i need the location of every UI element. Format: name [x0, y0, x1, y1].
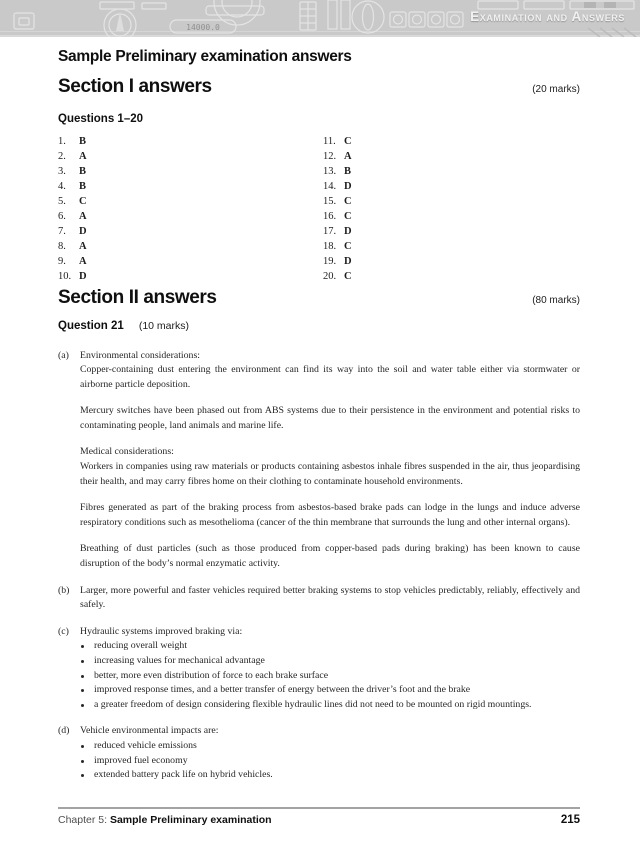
answer-number: 16.	[323, 211, 337, 222]
section1-heading: Section I answers	[58, 76, 212, 97]
header-band	[0, 0, 640, 37]
paragraph: Larger, more powerful and faster vehicles required better braking systems to stop vehicles predictably, reliably, effectively and safely.	[80, 584, 580, 611]
answer-letter: C	[344, 196, 352, 207]
paragraph: Mercury switches have been phased out from ABS systems due to their persistence in the environment and potential risks to contaminating people, land animals and marine life.	[80, 405, 580, 431]
answer-letter: B	[79, 166, 87, 177]
answer-letter: C	[79, 196, 87, 207]
footer-divider	[58, 807, 580, 809]
footer-chapter-title: Sample Preliminary examination	[109, 814, 272, 826]
part-a-body	[80, 349, 580, 572]
answer-row	[323, 239, 580, 254]
paragraph: Workers in companies using raw materials or products containing asbestos inhale fibres suspended in the air, thus jeopardising their health, and may carry fibres home on their clothing to contaminate household environments.	[80, 461, 580, 487]
bullet-text: better, more even distribution of force to each brake surface	[94, 669, 329, 681]
paragraph-line: Medical considerations:	[80, 446, 174, 458]
paragraph-block	[80, 404, 580, 433]
answers-column-1	[58, 134, 323, 284]
part-b-label: (b)	[58, 584, 70, 596]
answer-number: 11.	[323, 136, 336, 147]
bullet-icon	[80, 698, 94, 713]
part-d	[58, 724, 580, 782]
bullet-icon	[80, 669, 94, 684]
part-a-label: (a)	[58, 349, 69, 361]
answer-number: 3.	[58, 166, 66, 177]
answer-letter: C	[344, 136, 352, 147]
paragraph-block	[80, 349, 580, 393]
answer-number: 9.	[58, 256, 66, 267]
answer-row	[58, 239, 323, 254]
altimeter-reading: 14000.0	[186, 23, 220, 32]
bullet-text: a greater freedom of design considering flexible hydraulic lines did not need to be mounted on rigid mountings.	[94, 698, 532, 710]
answer-row	[323, 224, 580, 239]
bullet-text: improved fuel economy	[94, 754, 188, 766]
bullet-item	[80, 639, 580, 654]
paragraph-line: Vehicle environmental impacts are:	[80, 725, 219, 737]
bullet-icon	[80, 754, 94, 769]
answers-column-2	[323, 134, 580, 284]
answer-letter: A	[344, 151, 352, 162]
part-c-label: (c)	[58, 625, 69, 637]
part-d-label: (d)	[58, 725, 70, 737]
bullet-item	[80, 683, 580, 698]
answer-letter: A	[79, 241, 87, 252]
answer-letter: D	[344, 226, 352, 237]
answer-number: 10.	[58, 271, 72, 282]
bullet-icon	[80, 639, 94, 654]
answer-row	[58, 194, 323, 209]
answer-letter: D	[344, 256, 352, 267]
answer-number: 18.	[323, 241, 337, 252]
answer-row	[323, 194, 580, 209]
answer-row	[323, 254, 580, 269]
answer-letter: B	[344, 166, 352, 177]
bullet-item	[80, 698, 580, 713]
answer-number: 5.	[58, 196, 66, 207]
paragraph-line: Environmental considerations:	[80, 349, 200, 361]
part-c	[58, 625, 580, 713]
answer-letter: A	[79, 256, 87, 267]
answer-letter: D	[79, 271, 87, 282]
page-title: Sample Preliminary examination answers	[58, 48, 352, 65]
answer-number: 8.	[58, 241, 66, 252]
answer-row	[323, 134, 580, 149]
paragraph: Copper-containing dust entering the environment can find its way into the soil and water table either via stormwater or airborne particle deposition.	[80, 364, 580, 390]
answer-letter: A	[79, 151, 87, 162]
page-content	[58, 37, 580, 783]
section2-heading: Section II answers	[58, 287, 217, 308]
question21-label: Question 21	[58, 320, 124, 332]
answer-letter: C	[344, 271, 352, 282]
answer-row	[323, 164, 580, 179]
section2-heading-row	[58, 285, 580, 310]
paragraph-block	[80, 445, 580, 489]
bullet-icon	[80, 768, 94, 783]
answer-number: 17.	[323, 226, 337, 237]
bullet-text: extended battery pack life on hybrid vehicles.	[94, 769, 273, 781]
answer-number: 20.	[323, 271, 337, 282]
footer-chapter	[58, 814, 272, 826]
answer-letter: B	[79, 181, 87, 192]
answer-number: 4.	[58, 181, 66, 192]
answer-letter: C	[344, 211, 352, 222]
questions-range-heading: Questions 1–20	[58, 113, 144, 125]
footer-page-number: 215	[560, 814, 580, 826]
answer-row	[323, 149, 580, 164]
paragraph-block	[80, 542, 580, 571]
answer-row	[58, 179, 323, 194]
bullet-list	[80, 739, 580, 783]
bullet-icon	[80, 683, 94, 698]
part-d-body	[80, 724, 580, 782]
running-head: Examination and Answers	[470, 9, 625, 24]
answer-row	[58, 224, 323, 239]
answer-letter: D	[344, 181, 352, 192]
answers-list	[58, 134, 580, 284]
bullet-item	[80, 669, 580, 684]
bullet-text: increasing values for mechanical advantage	[94, 655, 265, 666]
paragraph-block	[80, 501, 580, 530]
answer-row	[323, 269, 580, 284]
answer-row	[58, 134, 323, 149]
answer-number: 13.	[323, 166, 337, 177]
bullet-text: reduced vehicle emissions	[94, 739, 197, 751]
bullet-item	[80, 768, 580, 783]
answer-number: 19.	[323, 256, 337, 267]
answer-row	[58, 149, 323, 164]
bullet-text: improved response times, and a better transfer of energy between the driver’s foot and the brake	[94, 684, 471, 696]
answer-number: 1.	[58, 136, 66, 147]
answer-number: 2.	[58, 151, 66, 162]
part-c-body	[80, 625, 580, 713]
answer-row	[58, 269, 323, 284]
paragraph: Fibres generated as part of the braking process from asbestos-based brake pads can lodge in the lungs and induce adverse respiratory conditions such as mesothelioma (cancer of the thin membrane that surrounds the lung and other internal organs).	[80, 502, 580, 528]
bullet-item	[80, 754, 580, 769]
answer-row	[58, 209, 323, 224]
answer-letter: B	[79, 136, 87, 147]
answer-row	[58, 254, 323, 269]
answer-number: 12.	[323, 151, 337, 162]
footer-chapter-prefix: Chapter 5:	[58, 814, 108, 826]
part-b	[58, 584, 580, 613]
question21-heading-row	[58, 319, 580, 335]
bullet-list	[80, 639, 580, 712]
answer-letter: C	[344, 241, 352, 252]
answer-row	[323, 179, 580, 194]
answer-row	[58, 164, 323, 179]
bullet-item	[80, 654, 580, 669]
answer-number: 15.	[323, 196, 337, 207]
answer-letter: D	[79, 226, 87, 237]
section2-marks: (80 marks)	[532, 295, 580, 306]
answer-row	[323, 209, 580, 224]
paragraph: Breathing of dust particles (such as those produced from copper-based pads during braking) has been known to cause disruption of the body’s normal enzymatic activity.	[80, 543, 580, 570]
answer-letter: A	[79, 211, 87, 222]
part-b-body	[80, 584, 580, 613]
bullet-item	[80, 739, 580, 754]
answer-number: 6.	[58, 211, 66, 222]
bullet-icon	[80, 739, 94, 754]
bullet-text: reducing overall weight	[94, 640, 188, 652]
question21-answer-parts	[58, 349, 580, 783]
part-a	[58, 349, 580, 572]
question21-marks: (10 marks)	[138, 320, 190, 332]
answer-number: 14.	[323, 181, 337, 192]
paragraph-line: Hydraulic systems improved braking via:	[80, 625, 243, 637]
section1-heading-row	[58, 74, 580, 99]
answer-number: 7.	[58, 226, 66, 237]
section1-marks: (20 marks)	[532, 84, 580, 95]
bullet-icon	[80, 654, 94, 669]
footer	[58, 814, 580, 826]
